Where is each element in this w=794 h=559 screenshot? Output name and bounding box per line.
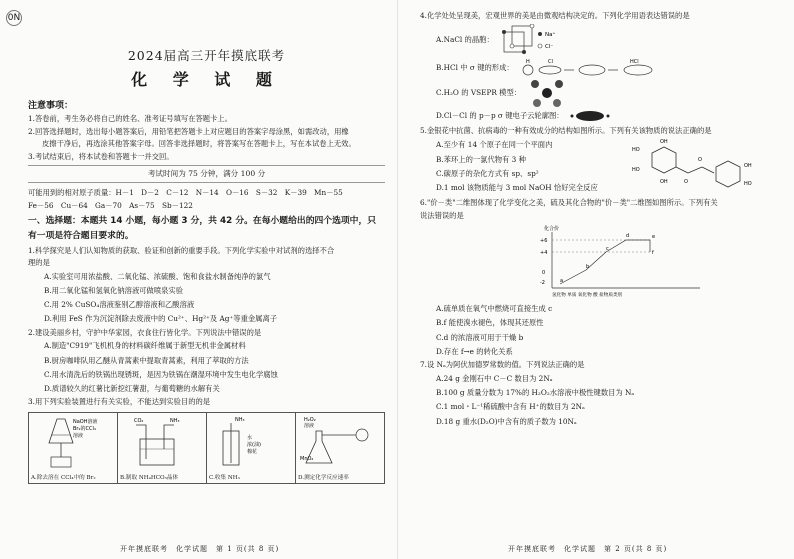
q3-stem: 3.用下列实验装置进行有关实验，不能达到实验目的的是 [28,397,211,407]
q6-option-c: C.d 的浓溶液可用于干燥 b [436,332,524,342]
struct-label-2: HO [632,147,640,153]
q4-option-c-label: C.H₂O 的 VSEPR 模型： [436,87,522,97]
lab-c-label-1: NH₃ [235,416,245,423]
struct-label-3: HO [632,167,640,173]
point-f: f [652,250,654,256]
lab-c-label-2: 水 [247,434,253,441]
q7-option-c: C.1 mol・L⁻¹稀硫酸中含有 H⁺的数目为 2Nₐ [436,402,585,412]
separatory-funnel-icon [29,413,115,469]
q4-option-b-label: B.HCl 中 σ 键的形成： [436,62,514,72]
q7-option-d: D.18 g 重水(D₂O)中含有的质子数为 10Nₐ [436,416,577,426]
page-footer-left: 开年摸底联考 化学试题 第 1 页(共 8 页) [120,545,280,553]
lab-c-label-3: 浓(油) [247,441,261,448]
point-a: a [560,278,564,284]
note-2: 2.回答选择题时，选出每小题答案后，用铅笔把答题卡上对应题目的答案字母涂黑，如需改动，用橡 [28,126,349,136]
struct-label-5: O [684,179,688,185]
apparatus-b [118,413,207,483]
molecule-structure-icon [630,137,770,197]
lab-caption-c: C.收集 NH₃ [209,474,240,481]
lab-b-label-1: CO₂ [134,417,144,424]
apparatus-c [207,413,296,483]
chart-xlabel: 氢化物 单质 氧化物 酸 盐物质类别 [552,293,623,298]
legend-na: Na⁺ [544,31,556,38]
q2-option-a: A.制造"C919"飞机机身的材料碳纤维属于新型无机非金属材料 [44,341,246,351]
section-heading-cont: 有一项是符合题目要求的。 [28,230,134,241]
lab-a-label-3: 溶液 [73,432,84,439]
note-3: 3.考试结束后，将本试卷和答题卡一并交回。 [28,151,174,161]
q7-option-b: B.100 g 质量分数为 17%的 H₂O₂水溶液中极性键数目为 Nₐ [436,387,635,397]
q6-option-b: B.f 能使溴水褪色，体现其还原性 [436,318,544,328]
q5-option-d: D.1 mol 该物质能与 3 mol NaOH 恰好完全反应 [436,183,598,193]
q1-stem-cont: 理的是 [28,258,50,268]
atomic-masses-2: Fe－56 Cu－64 Ga－70 As－75 Sb－122 [28,200,193,210]
divider [28,182,385,183]
struct-label-7: OH [744,163,752,169]
subject-title: 化 学 试 题 [131,70,282,89]
valence-class-diagram [530,222,710,302]
conical-flask-icon [296,413,382,469]
hcl-label: HCl [629,58,639,65]
note-1: 1.答卷前，考生务必将自己的姓名、准考证号填写在答题卡上。 [28,114,232,123]
hcl-label-cl: Cl [547,58,553,65]
q4-stem: 4.化学处处呈现美，宏观世界的美是由微观结构决定的。下列化学用语表达错误的是 [420,11,690,20]
time-limit: 考试时间为 75 分钟，满分 100 分 [28,165,385,179]
atomic-masses-1: 可能用到的相对原子质量：H－1 D－2 C－12 N－14 O－16 S－32 K－39 Mn－55 [28,188,343,198]
q1-stem: 1.科学探究是人们认知物质的获取、验证和创新的重要手段。下列化学实验中对试剂的选择不合 [28,245,335,255]
ytick-2: +4 [540,250,548,256]
lab-caption-d: D.测定化学反应速率 [298,474,349,481]
q4-option-a-label: A.NaCl 的晶胞： [436,34,494,44]
apparatus-a [29,413,118,483]
q4-option-a [420,23,776,57]
lab-b-label-2: NH₃ [170,417,180,424]
section-heading: 一、选择题：本题共 14 小题，每小题 3 分，共 42 分。在每小题给出的四个选项中，只 [28,215,377,226]
struct-label-4: OH [660,179,668,185]
gas-tube-icon [118,413,204,469]
struct-label-1: OH [660,139,668,145]
q5-stem: 5.金银花中抗菌、抗病毒的一种有效成分的结构如图所示。下列有关该物质的说法正确的是 [420,125,712,135]
nacl-unit-cell-icon [500,24,570,56]
q2-option-d: D.质谱较久的红薯比新挖红薯甜，与葡萄糖的水解有关 [44,384,220,394]
sigma-bond-formation-icon [520,58,670,78]
lab-d-label-3: MnO₂ [300,455,314,462]
lab-a-label-1: NaOH溶液 [73,418,98,425]
right-page [397,0,794,559]
ytick-1: +6 [540,238,548,244]
q1-option-b: B.用二氧化锰和氢氧化钠溶液可做喷泉实验 [44,285,184,295]
p-p-sigma-cloud-icon [570,109,610,123]
ytick-4: -2 [540,280,545,286]
q1-option-a: A.实验室可用浓盐酸、二氧化锰、浓硫酸、饱和食盐水制备纯净的氯气 [44,271,271,281]
q7-option-a: A.24 g 金刚石中 C－C 数目为 2Nₐ [436,373,553,383]
q4-option-b [420,57,776,79]
q6-option-a: A.硫单质在氧气中燃烧可直接生成 c [436,304,553,313]
lab-a-label-2: Br₂的CCl₄ [73,425,96,432]
q2-option-b: B.厨房咖啡队用乙醚从青蒿素中提取青蒿素，利用了萃取的方法 [44,355,249,365]
struct-label-6: O [698,157,702,163]
lab-caption-b: B.制取 NH₄HCO₃晶体 [120,474,179,481]
vsepr-model-icon [527,79,567,107]
q7-stem: 7.设 Nₐ为阿伏加德罗常数的值。下列说法正确的是 [420,360,585,370]
point-e: e [652,234,656,240]
q5-option-a: A.至少有 14 个原子在同一个平面内 [436,140,553,150]
hcl-label-h: H [525,58,530,65]
q5-option-c: C.碳原子的杂化方式有 sp、sp² [436,169,539,178]
exam-title: 2024届高三开年摸底联考 [127,48,286,63]
apparatus-d [296,413,384,483]
q3-apparatus-figure [28,412,385,484]
q1-option-d: D.利用 FeS 作为沉淀剂除去废液中的 Cu²⁺、Hg²⁺及 Ag⁺等重金属离子 [44,314,278,324]
q5-block [420,137,776,197]
point-d: d [626,233,630,239]
q6-option-d: D.存在 f→e 的转化关系 [436,346,513,356]
q6-stem: 6."价－类"二维图体现了化学变化之美，硫及其化合物的"价－类"二维图如图所示。下列有关 [420,198,718,207]
q4-option-d-label: D.Cl－Cl 的 p－p σ 键电子云轮廓图： [436,110,564,120]
page-tag: 0N [6,10,22,26]
q4-option-c [420,79,776,107]
lab-d-label-1: H₂O₂ [304,416,316,423]
note-2-cont: 皮擦干净后，再选涂其他答案字母。回答非选择题时，将答案写在答题卡上，写在本试卷上无效。 [42,139,356,149]
page-footer-right: 开年摸底联考 化学试题 第 2 页(共 8 页) [508,545,668,553]
collection-flask-icon [207,413,293,469]
chart-ylabel: 化合价 [544,226,560,232]
notes-heading: 注意事项： [28,101,74,111]
q2-stem: 2.建设美丽乡村，守护中华家园，衣食住行皆化学。下列说法中错误的是 [28,327,262,337]
ytick-3: 0 [542,270,546,276]
lab-caption-a: A.除去溶在 CCl₄中的 Br₂ [31,474,96,481]
q4-option-d [420,107,776,125]
struct-label-8: HO [744,181,752,187]
point-c: c [606,246,609,252]
q6-stem-cont: 说法错误的是 [420,210,464,220]
q1-option-c: C.用 2% CuSO₄溶液鉴别乙醇溶液和乙酸溶液 [44,300,195,310]
legend-cl: Cl⁻ [544,43,554,50]
q5-option-b: B.苯环上的一氯代物有 3 种 [436,154,526,164]
lab-c-label-4: 棉花 [247,448,258,455]
q2-option-c: C.用水清洗后的铁锅出现锈斑，是因为铁锅在潮湿环境中发生电化学腐蚀 [44,369,278,379]
point-b: b [586,264,590,270]
lab-d-label-2: 溶液 [304,422,315,429]
